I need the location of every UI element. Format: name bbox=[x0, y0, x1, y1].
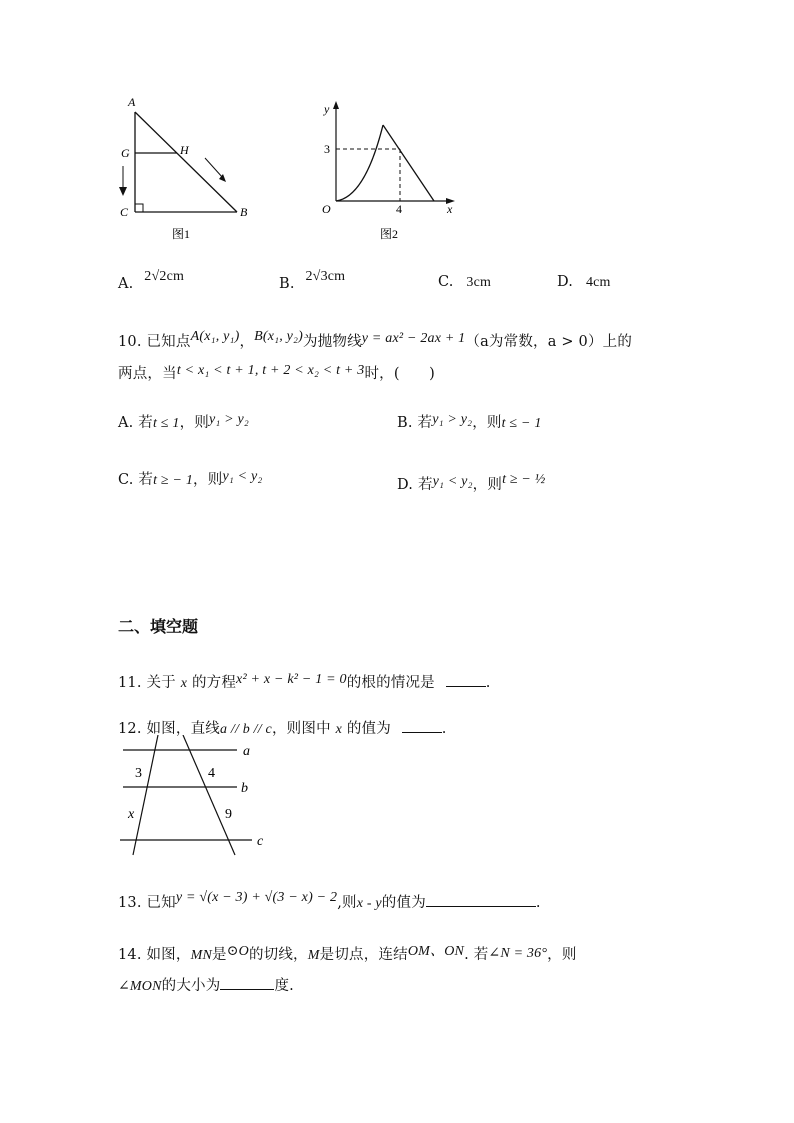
answer-blank[interactable] bbox=[426, 892, 536, 907]
option-mid: ，则 bbox=[472, 415, 502, 431]
option-mid: ，则 bbox=[179, 415, 209, 431]
q14-mn: MN bbox=[190, 948, 212, 963]
q10-option-a bbox=[118, 411, 249, 432]
q14-unit: 度. bbox=[274, 978, 294, 994]
point-a: A(x₁, y₁) bbox=[190, 329, 240, 344]
label-C: C bbox=[120, 205, 129, 219]
q13 bbox=[118, 891, 541, 912]
section-title: 二、填空题 bbox=[118, 617, 199, 636]
q13-end: . bbox=[535, 895, 541, 911]
option-cond: t ≥ − 1 bbox=[153, 473, 194, 488]
label-H: H bbox=[180, 143, 189, 157]
label-4: 4 bbox=[208, 766, 215, 781]
option-res: y₁ > y₂ bbox=[208, 412, 249, 427]
question-number: 11. bbox=[118, 675, 142, 691]
label-9: 9 bbox=[225, 807, 232, 822]
option-value: 2√2cm bbox=[144, 269, 185, 284]
figure-parallel-lines bbox=[115, 735, 285, 860]
q14-if: . 若 bbox=[464, 947, 489, 963]
question-number: 13. bbox=[118, 895, 142, 911]
diagonal-arrow bbox=[205, 158, 223, 178]
q13-mid: ,则 bbox=[337, 895, 357, 911]
answer-blank[interactable] bbox=[220, 975, 274, 990]
option-letter: A. bbox=[118, 276, 134, 292]
question-number: 10. bbox=[118, 334, 142, 350]
answer-blank[interactable] bbox=[402, 718, 442, 733]
q13-expr: x - y bbox=[356, 896, 382, 911]
q13-equation: y = √(x − 3) + √(3 − x) − 2 bbox=[175, 890, 338, 905]
figure-1 bbox=[110, 90, 260, 250]
q12-post: 的值为 bbox=[346, 721, 391, 737]
q14-angle: ∠N = 36° bbox=[488, 946, 548, 961]
q14-mon: ∠MON bbox=[118, 979, 162, 994]
option-pre: 若 bbox=[138, 472, 154, 488]
q9-option-c bbox=[438, 274, 491, 291]
q14-line1 bbox=[118, 943, 577, 964]
q14-line2 bbox=[118, 974, 294, 995]
q12-pre: 如图，直线 bbox=[146, 721, 220, 737]
q12-var: x bbox=[335, 722, 343, 737]
figure-2 bbox=[310, 95, 470, 250]
q14-m: M bbox=[307, 948, 320, 963]
segment-ab bbox=[135, 112, 237, 212]
label-x: x bbox=[447, 202, 453, 216]
label-4: 4 bbox=[396, 202, 402, 216]
q11-mid: 的方程 bbox=[191, 675, 237, 691]
answer-blank[interactable] bbox=[446, 672, 486, 687]
label-3: 3 bbox=[324, 142, 330, 156]
q10-line2 bbox=[118, 362, 435, 383]
q10-condition: t < x₁ < t + 1, t + 2 < x₂ < t + 3 bbox=[176, 363, 365, 378]
q10-text4: 两点，当 bbox=[118, 366, 177, 382]
q14-tp: 是切点，连结 bbox=[319, 947, 408, 963]
label-3: 3 bbox=[135, 766, 142, 781]
descending-line bbox=[383, 125, 434, 201]
q9-option-a bbox=[118, 269, 185, 293]
label-A: A bbox=[128, 95, 136, 109]
q11-equation: x² + x − k² − 1 = 0 bbox=[236, 672, 347, 687]
q10-text5: 时，( ) bbox=[364, 366, 435, 382]
option-res: y₁ < y₂ bbox=[222, 469, 263, 484]
option-res: t ≤ − 1 bbox=[501, 416, 542, 431]
option-letter: C. bbox=[438, 274, 454, 290]
option-letter: A. bbox=[118, 415, 134, 431]
option-mid: ，则 bbox=[472, 477, 503, 493]
q10-line1 bbox=[118, 330, 632, 351]
q12-mid: ，则图中 bbox=[271, 721, 331, 737]
comma: ， bbox=[239, 334, 255, 350]
q13-pre: 已知 bbox=[146, 895, 176, 911]
q10-text3: （a为常数，a > 0）上的 bbox=[465, 334, 633, 350]
point-b: B(x₁, y₂) bbox=[254, 329, 303, 344]
q10-option-d bbox=[397, 473, 545, 494]
q11 bbox=[118, 671, 491, 692]
label-b: b bbox=[241, 781, 248, 796]
y-axis-arrow bbox=[333, 101, 339, 109]
q13-post: 的值为 bbox=[381, 895, 426, 911]
q12-lines: a // b // c bbox=[219, 722, 272, 737]
q10-option-c bbox=[118, 468, 262, 489]
option-letter: B. bbox=[279, 276, 295, 292]
down-arrow-head bbox=[119, 187, 127, 196]
circle-o: ⊙O bbox=[226, 944, 249, 959]
q10-option-b bbox=[397, 411, 542, 432]
q14-pre: 如图， bbox=[146, 947, 191, 963]
q14-om-on: OM、ON bbox=[407, 944, 465, 959]
option-value: 3cm bbox=[466, 275, 492, 290]
label-y: y bbox=[324, 102, 330, 116]
q14-size: 的大小为 bbox=[161, 978, 221, 994]
q10-text2: 为抛物线 bbox=[302, 334, 362, 350]
option-letter: B. bbox=[397, 415, 413, 431]
question-number: 12. bbox=[118, 721, 142, 737]
question-number: 14. bbox=[118, 947, 142, 963]
caption-fig1: 图1 bbox=[172, 227, 191, 241]
q12-end: . bbox=[441, 721, 447, 737]
option-cond: y₁ > y₂ bbox=[432, 412, 473, 427]
label-B: B bbox=[240, 205, 248, 219]
option-value: 4cm bbox=[585, 275, 611, 290]
q9-option-d bbox=[557, 274, 611, 291]
label-x: x bbox=[128, 807, 135, 822]
q10-text1: 已知点 bbox=[146, 334, 191, 350]
option-cond: t ≤ 1 bbox=[153, 416, 180, 431]
transversal-left bbox=[133, 735, 158, 855]
option-value: 2√3cm bbox=[305, 269, 346, 284]
caption-fig2: 图2 bbox=[380, 227, 399, 241]
option-mid: ，则 bbox=[193, 472, 223, 488]
q11-post: 的根的情况是 bbox=[346, 675, 435, 691]
parabola-equation: y = ax² − 2ax + 1 bbox=[361, 331, 466, 346]
q11-pre: 关于 bbox=[146, 675, 176, 691]
q14-then: ，则 bbox=[547, 947, 577, 963]
option-cond: y₁ < y₂ bbox=[432, 474, 473, 489]
option-pre: 若 bbox=[138, 415, 153, 431]
curve bbox=[336, 125, 383, 201]
q11-end: . bbox=[485, 675, 491, 691]
label-a: a bbox=[243, 744, 250, 759]
q11-var: x bbox=[180, 676, 188, 691]
option-pre: 若 bbox=[417, 477, 433, 493]
option-letter: C. bbox=[118, 472, 134, 488]
right-angle-mark bbox=[135, 204, 143, 212]
transversal-right bbox=[183, 735, 235, 855]
label-G: G bbox=[121, 146, 130, 160]
option-res: t ≥ − ½ bbox=[502, 472, 546, 487]
q14-tangent: 的切线， bbox=[248, 947, 308, 963]
q9-option-b bbox=[279, 269, 346, 293]
label-O: O bbox=[322, 202, 331, 216]
label-c: c bbox=[257, 834, 264, 849]
option-pre: 若 bbox=[417, 415, 433, 431]
q14-is: 是 bbox=[212, 947, 227, 963]
option-letter: D. bbox=[557, 274, 574, 290]
option-letter: D. bbox=[397, 477, 414, 493]
